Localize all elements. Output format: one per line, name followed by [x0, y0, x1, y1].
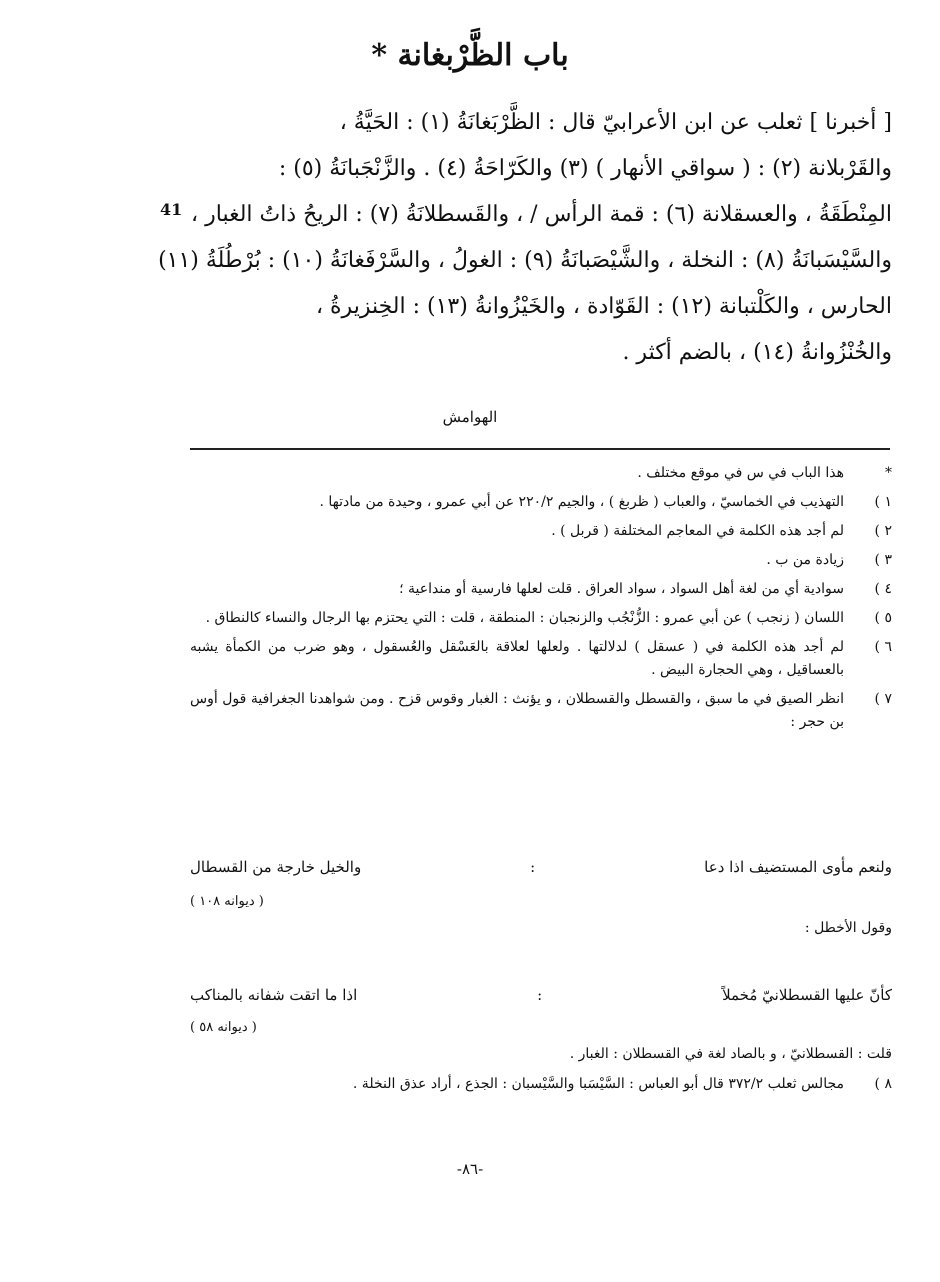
verse-separator: : — [537, 986, 543, 1004]
footnote — [190, 520, 892, 543]
footnote-number: ٥ ) — [874, 610, 892, 626]
chapter-title: باب الظَّرْبغانة * — [371, 38, 569, 73]
main-text-line: المِنْطَقَةُ ، والعسقلانة (٦) : قمة الرأس / ، والقَسطلانَةُ (٧) : الريحُ ذاتُ الغبار ، — [191, 202, 892, 227]
footnote-text: هذا الباب في س في موقع مختلف . — [637, 465, 844, 481]
footnote-number: * — [885, 465, 892, 481]
footnote-text: اللسان ( زنجب ) عن أبي عمرو : الزُّنْجُب والزنجبان : المنطقة ، قلت : التي يحتزم بها الرجال والنساء كالنطاق . — [205, 610, 844, 626]
notes-heading: الهوامش — [442, 408, 498, 426]
footnote — [190, 462, 892, 485]
footnote-divider — [190, 448, 890, 450]
footnote-text: انظر الصيق في ما سبق ، والقسطل والقسطلان ، و يؤنث : الغبار وقوس قزح . ومن شواهدنا الجغرافية قول أوس بن حجر : — [190, 691, 844, 730]
verse-intro: وقول الأخطل : — [804, 920, 892, 936]
main-text-line: والقَرْبلانة (٢) : ( سواقي الأنهار ) (٣) والكَرّاحَةُ (٤) . والزَّنْجَبانَةُ (٥) : — [278, 156, 892, 181]
verse-akhtal — [190, 986, 892, 1004]
footnote-number: ١ ) — [874, 494, 892, 510]
verse-first-hemistich: كأنّ عليها القسطلانيّ مُخملاً — [722, 986, 892, 1004]
footnotes — [190, 462, 892, 740]
verse-separator: : — [530, 858, 536, 876]
footnote-text: لم أجد هذه الكلمة في ( عسقل ) لدلالتها . ولعلها لعلاقة بالعَسْقل والعُسقول ، وهو ضرب من الكمأة يشبه بالعساقيل ، وهي الحجارة البيض . — [190, 639, 844, 678]
main-text-line: [ أخبرنا ] ثعلب عن ابن الأعرابيّ قال : الظَّرْبَغانَةُ (١) : الحَيَّةُ ، — [339, 110, 892, 135]
page-number: -٨٦- — [456, 1160, 484, 1178]
verse-second-hemistich: والخيل خارجة من القسطال — [190, 858, 362, 876]
verse-first-hemistich: ولنعم مأوى المستضيف اذا دعا — [704, 858, 892, 876]
footnote — [190, 491, 892, 514]
main-text-line: الحارس ، والكَلْتبانة (١٢) : القَوّادة ، والخَيْزُوانةُ (١٣) : الخِنزيرةُ ، — [315, 294, 892, 319]
footnote-number: ٤ ) — [874, 581, 892, 597]
verse-second-hemistich: اذا ما اتقت شفانه بالمناكب — [190, 986, 358, 1004]
footnote-text: التهذيب في الخماسيّ ، والعباب ( ظربغ ) ، والجيم ٢٢٠/٢ عن أبي عمرو ، وحيدة من مادتها . — [319, 494, 844, 510]
verse-aws — [190, 858, 892, 876]
footnote-number: ٨ ) — [874, 1076, 892, 1092]
main-text-line: والسَّيْسَبانَةُ (٨) : النخلة ، والشَّيْصَبانَةُ (٩) : الغولُ ، والسَّرْفَغانَةُ (١٠) : بُرْطُلَةُ (١١) — [158, 248, 892, 273]
footnote-number: ٣ ) — [874, 552, 892, 568]
verse-citation: ( ديوانه ٥٨ ) — [190, 1020, 257, 1035]
footnote-text: لم أجد هذه الكلمة في المعاجم المختلفة ( قربل ) . — [551, 523, 844, 539]
footnote — [190, 607, 892, 630]
footnote-number: ٦ ) — [874, 639, 892, 655]
verse-citation: ( ديوانه ١٠٨ ) — [190, 894, 264, 909]
footnote — [190, 549, 892, 572]
footnote-number: ٧ ) — [874, 691, 892, 707]
footnote — [190, 578, 892, 601]
footnote-continuation: قلت : القسطلانيّ ، و بالصاد لغة في القسطلان : الغبار . — [569, 1046, 892, 1062]
footnote-text: سوادية أي من لغة أهل السواد ، سواد العراق . قلت لعلها فارسية أو منداعية ؛ — [399, 581, 844, 597]
main-text-line: والخُنْزُوانةُ (١٤) ، بالضم أكثر . — [622, 340, 892, 365]
margin-number: 41 — [160, 200, 183, 219]
footnote-text: مجالس ثعلب ٣٧٢/٢ قال أبو العباس : السَّيْسَبا والسَّيْسبان : الجذع ، أراد عذق النخلة . — [352, 1076, 844, 1092]
footnote-text: زيادة من ب . — [766, 552, 844, 568]
footnote-number: ٢ ) — [874, 523, 892, 539]
footnote — [190, 688, 892, 734]
footnote — [190, 636, 892, 682]
footnote — [190, 1076, 892, 1092]
